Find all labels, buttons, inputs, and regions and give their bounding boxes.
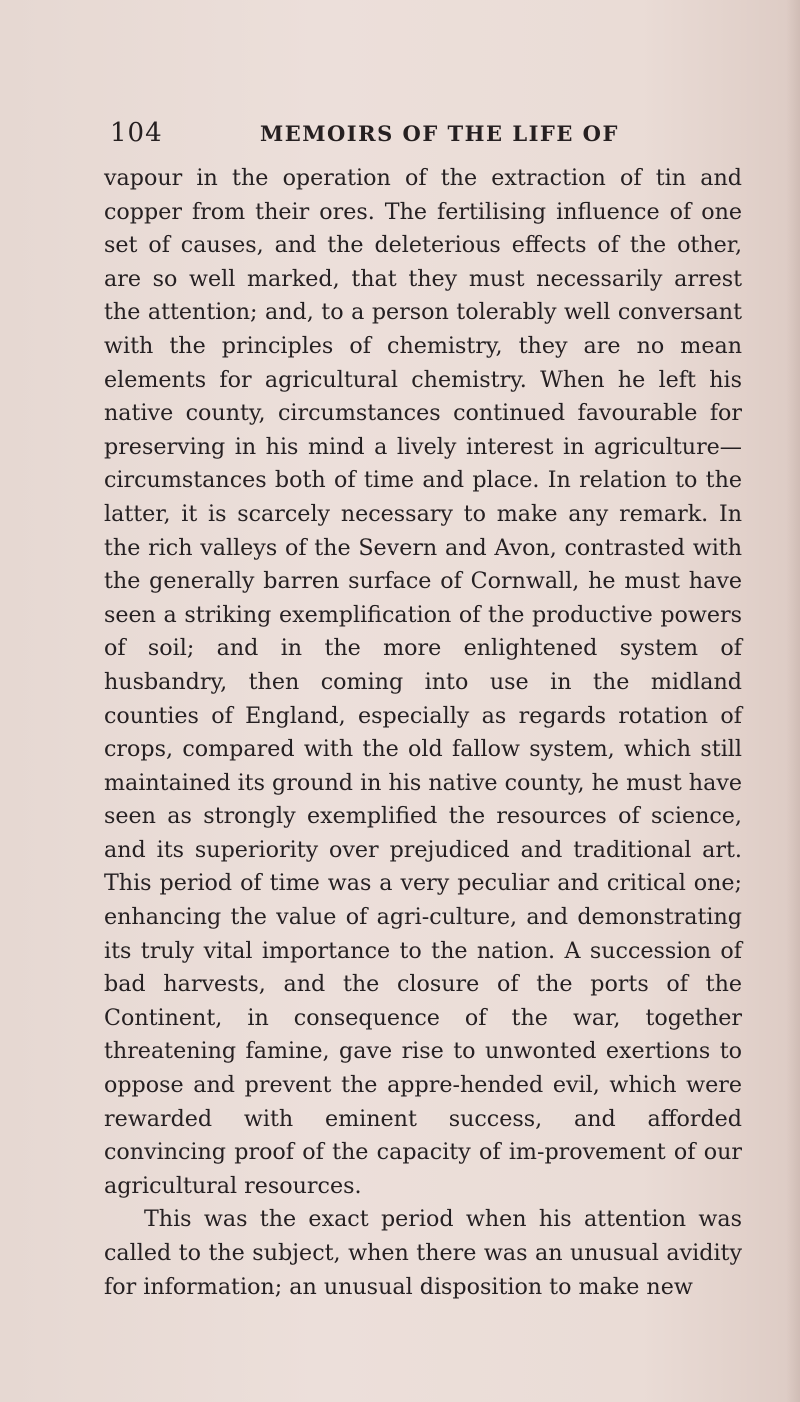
page-edge-shadow <box>786 0 800 1402</box>
page-number: 104 <box>110 118 163 148</box>
paragraph: vapour in the operation of the extraction of tin and copper from their ores. The fertilising influence of one set of causes, and the deleterious effects of the other, are so well marked, that they must necessarily arrest the attention; and, to a person tolerably well conversant with the principles of chemistry, they are no mean elements for agricultural chemistry. When he left his native county, circumstances continued favourable for preserving in his mind a lively interest in agriculture—circumstances both of time and place. In relation to the latter, it is scarcely necessary to make any remark. In the rich valleys of the Severn and Avon, contrasted with the generally barren surface of Cornwall, he must have seen a striking exemplification of the productive powers of soil; and in the more enlightened system of husbandry, then coming into use in the midland counties of England, especially as regards rotation of crops, compared with the old fallow system, which still maintained its ground in his native county, he must have seen as strongly exemplified the resources of science, and its superiority over prejudiced and traditional art. This period of time was a very peculiar and critical one; enhancing the value of agri-culture, and demonstrating its truly vital importance to the nation. A succession of bad harvests, and the closure of the ports of the Continent, in consequence of the war, together threatening famine, gave rise to unwonted exertions to oppose and prevent the appre-hended evil, which were rewarded with eminent success, and afforded convincing proof of the capacity of im-provement of our agricultural resources. <box>104 165 742 1199</box>
running-title: MEMOIRS OF THE LIFE OF <box>260 121 619 146</box>
paragraph: This was the exact period when his attention was called to the subject, when there was an unusual avidity for information; an unusual disposition to make new <box>104 1206 742 1300</box>
body-text <box>104 162 742 1304</box>
running-head <box>110 118 750 158</box>
